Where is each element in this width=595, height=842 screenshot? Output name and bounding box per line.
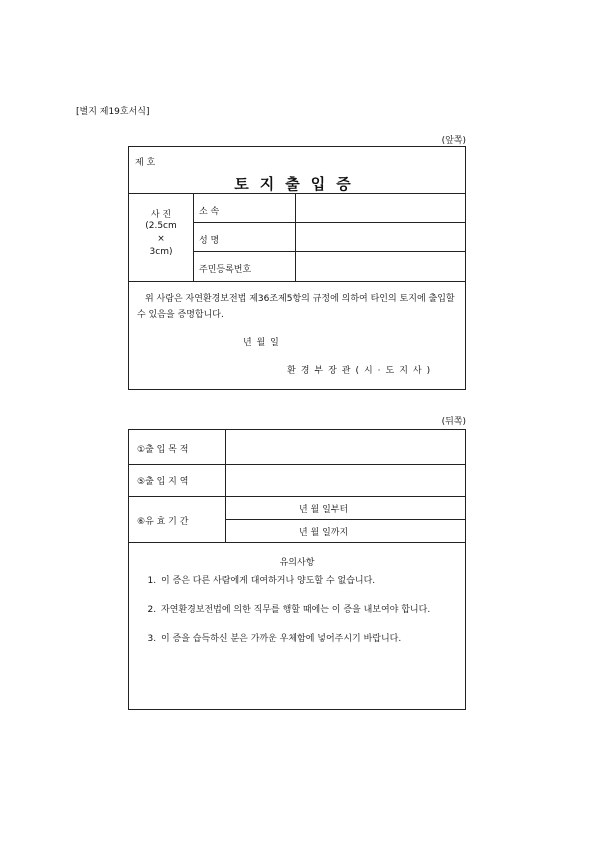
- area-label: ⑤출 입 지 역: [137, 477, 189, 487]
- validity-to: 년 월 일까지: [299, 528, 349, 538]
- number-label: 제 호: [135, 158, 156, 168]
- divider: [295, 193, 296, 281]
- notice-item: 3. 이 증을 습득하신 분은 가까운 우체함에 넣어주시기 바랍니다.: [159, 632, 459, 647]
- divider: [129, 496, 465, 497]
- notice-list: [143, 574, 459, 661]
- certification-statement: 위 사람은 자연환경보전법 제36조제5항의 규정에 의하여 타인의 토지에 출입할 수 있음을 증명합니다.: [137, 294, 455, 320]
- issuer: 환경부장관(시·도지사): [287, 366, 436, 376]
- back-card: [128, 429, 466, 710]
- divider: [129, 193, 465, 194]
- photo-size-times: ×: [157, 234, 165, 244]
- photo-label: 사 진: [150, 210, 172, 220]
- notice-title: 유의사항: [279, 558, 315, 568]
- name-label: 성 명: [199, 236, 220, 246]
- validity-from: 년 월 일부터: [299, 505, 349, 515]
- divider: [193, 193, 194, 281]
- front-side-label: (앞쪽): [441, 136, 466, 146]
- issue-date: 년 월 일: [243, 338, 279, 348]
- validity-label: ⑥유 효 기 간: [137, 517, 189, 527]
- back-side-label: (뒤쪽): [441, 417, 466, 427]
- divider: [225, 430, 226, 542]
- resident-number-label: 주민등록번호: [199, 265, 252, 275]
- photo-size: (2.5cm: [145, 221, 177, 231]
- notice-item: 2. 자연환경보전법에 의한 직무를 행할 때에는 이 증을 내보여야 합니다.: [159, 603, 459, 618]
- purpose-label: ①출 입 목 적: [137, 445, 189, 455]
- divider: [129, 281, 465, 282]
- divider: [193, 222, 465, 223]
- divider: [193, 251, 465, 252]
- front-card: [128, 146, 466, 390]
- divider: [225, 519, 465, 520]
- divider: [129, 464, 465, 465]
- card-title: 토지출입증: [234, 175, 362, 193]
- affiliation-label: 소 속: [199, 207, 220, 217]
- photo-size-height: 3cm): [149, 247, 173, 257]
- notice-section: [129, 542, 465, 710]
- notice-item: 1. 이 증은 다른 사람에게 대여하거나 양도할 수 없습니다.: [159, 574, 459, 589]
- form-number-label: [별지 제19호서식]: [76, 107, 150, 117]
